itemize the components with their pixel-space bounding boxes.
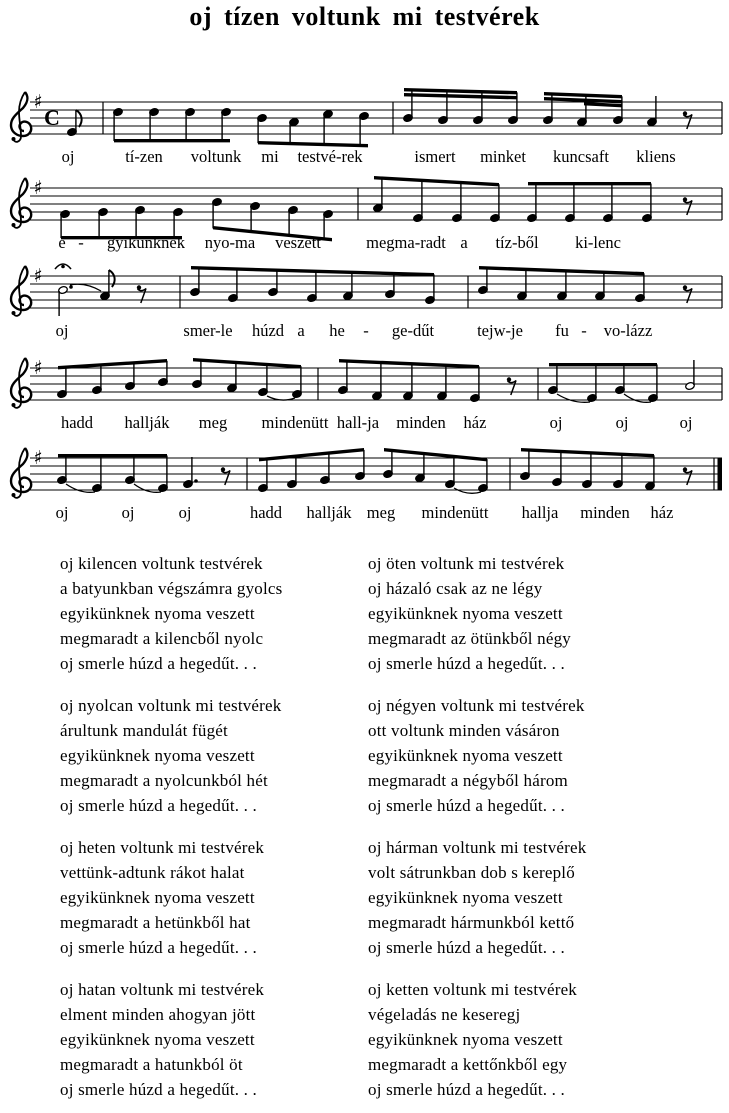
verse-line: megmaradt a hatunkból öt <box>60 1055 243 1074</box>
note <box>425 274 435 304</box>
note <box>228 269 238 303</box>
note <box>520 450 530 481</box>
lyric-syllable: oj <box>549 413 563 432</box>
verse-line: megmaradt hármunkból kettő <box>368 913 575 932</box>
lyric-syllable: hadd <box>60 413 94 432</box>
verse-line: árultunk mandulát fügét <box>60 721 228 740</box>
beam <box>479 266 644 275</box>
augmentation-dot <box>194 479 198 483</box>
note <box>250 202 260 233</box>
beam <box>549 363 657 366</box>
note <box>149 108 159 141</box>
verse-line: megmaradt a nyolcunkból hét <box>60 771 268 790</box>
verse-line: oj házaló csak az ne légy <box>368 579 543 598</box>
verse-line: oj öten voltunk mi testvérek <box>368 554 565 573</box>
note <box>490 184 500 222</box>
lyric-syllable: ház <box>463 413 487 432</box>
staff-1 <box>0 84 729 176</box>
note <box>212 198 222 229</box>
lyric-syllable: mi <box>261 147 279 166</box>
note <box>437 365 447 400</box>
note <box>158 361 168 387</box>
treble-clef-icon <box>11 358 31 408</box>
beam <box>58 454 167 457</box>
lyric-syllable: minden <box>396 413 446 432</box>
verse-line: egyikünknek nyoma veszett <box>368 746 563 765</box>
beam <box>384 448 487 461</box>
treble-clef-icon <box>11 92 31 142</box>
verse-line: oj smerle húzd a hegedűt. . . <box>368 938 565 957</box>
verse-stanza <box>368 551 698 676</box>
note <box>635 273 645 302</box>
lyric-syllable: testvé-rek <box>297 147 363 166</box>
note <box>258 459 268 492</box>
fermata-icon <box>55 264 71 269</box>
lyric-syllable: voltunk <box>190 147 242 166</box>
lyric-syllable: fu <box>555 321 569 340</box>
lyric-syllable: meg <box>198 413 228 432</box>
staff-4 <box>0 350 729 442</box>
note <box>603 184 613 223</box>
note <box>288 206 298 236</box>
note <box>355 450 365 481</box>
lyric-syllable: nyo-ma <box>204 233 256 252</box>
lyric-syllable: e <box>58 233 66 252</box>
key-signature-sharp: ♯ <box>33 177 43 199</box>
beam <box>404 93 517 99</box>
lyric-syllable: minket <box>480 147 526 166</box>
lyric-syllable: ki-lenc <box>575 233 621 252</box>
key-signature-sharp: ♯ <box>33 91 43 113</box>
verse-line: megmaradt az ötünkből négy <box>368 629 571 648</box>
lyric-syllable: hallja <box>521 503 559 522</box>
note <box>221 108 231 141</box>
verse-stanza <box>60 551 368 676</box>
note <box>478 268 488 295</box>
verse-line: ott voltunk minden vásáron <box>368 721 560 740</box>
tie <box>454 488 481 493</box>
note <box>647 96 657 126</box>
lyric-syllable: mindenütt <box>421 503 489 522</box>
note <box>192 360 202 389</box>
verse-line: elment minden ahogyan jött <box>60 1005 256 1024</box>
note <box>323 110 333 145</box>
key-signature-sharp: ♯ <box>33 357 43 379</box>
verse-line: egyikünknek nyoma veszett <box>368 888 563 907</box>
verse-line: oj smerle húzd a hegedűt. . . <box>60 796 257 815</box>
note <box>190 268 200 297</box>
key-signature-sharp: ♯ <box>33 447 43 469</box>
verse-stanza <box>60 693 368 818</box>
lyric-syllable: he <box>329 321 345 340</box>
lyric-syllable: meg <box>366 503 396 522</box>
lyric-syllable: ház <box>650 503 674 522</box>
verses <box>60 551 698 1113</box>
lyric-syllable: húzd <box>251 321 285 340</box>
verse-line: egyikünknek nyoma veszett <box>60 888 255 907</box>
verse-line: egyikünknek nyoma veszett <box>368 604 563 623</box>
lyric-syllable: gyikünknek <box>107 233 185 252</box>
verse-line: oj négyen voltunk mi testvérek <box>368 696 585 715</box>
verse-line: megmaradt a kettőnkből egy <box>368 1055 568 1074</box>
lyric-syllable: ge-dűt <box>391 321 435 340</box>
note <box>57 367 67 398</box>
treble-clef-icon <box>11 178 31 228</box>
lyric-syllable: veszett <box>275 233 321 252</box>
note <box>552 451 562 486</box>
note <box>415 453 425 482</box>
verse-stanza <box>368 835 698 960</box>
note <box>615 365 625 395</box>
treble-clef-icon <box>11 448 31 498</box>
verse-line: volt sátrunkban dob s kereplő <box>368 863 575 882</box>
note <box>359 112 369 146</box>
beam <box>259 448 364 461</box>
verse-line: egyikünknek nyoma veszett <box>60 604 255 623</box>
time-signature: C <box>44 105 60 130</box>
verse-line: oj smerle húzd a hegedűt. . . <box>368 796 565 815</box>
verse-stanza <box>60 835 368 960</box>
note <box>58 285 73 316</box>
staff-2 <box>0 170 729 262</box>
verse-stanza <box>60 977 368 1102</box>
verse-line: oj hatan voltunk mi testvérek <box>60 980 265 999</box>
beam <box>528 182 651 185</box>
verse-line: oj smerle húzd a hegedűt. . . <box>60 1080 257 1099</box>
verse-line: oj smerle húzd a hegedűt. . . <box>60 938 257 957</box>
lyric-syllable: kuncsaft <box>553 147 609 166</box>
verse-line: megmaradt a hetünkből hat <box>60 913 251 932</box>
verse-line: oj nyolcan voltunk mi testvérek <box>60 696 282 715</box>
lyric-syllable: mindenütt <box>261 413 329 432</box>
note <box>685 360 695 390</box>
note <box>125 456 135 485</box>
note <box>645 455 655 490</box>
beam <box>374 176 499 186</box>
beam <box>191 266 434 276</box>
note <box>100 270 115 300</box>
note <box>383 450 393 479</box>
verse-line: oj smerle húzd a hegedűt. . . <box>368 654 565 673</box>
tie <box>557 394 590 402</box>
lyric-syllable: oj <box>55 503 69 522</box>
treble-clef-icon <box>11 266 31 316</box>
verse-line: megmaradt a négyből három <box>368 771 568 790</box>
lyric-syllable: hallják <box>124 413 170 432</box>
note <box>113 108 123 141</box>
note <box>403 363 413 400</box>
beam <box>521 448 654 457</box>
verse-stanza <box>368 977 698 1102</box>
note <box>413 180 423 222</box>
note <box>478 459 488 492</box>
verse-stanza <box>368 693 698 818</box>
note <box>548 365 558 395</box>
verse-line: megmaradt a kilencből nyolc <box>60 629 264 648</box>
verse-line: oj smerle húzd a hegedűt. . . <box>60 654 257 673</box>
note <box>67 110 82 136</box>
note <box>445 456 455 488</box>
tie <box>624 394 651 402</box>
note <box>323 210 333 240</box>
note <box>227 362 237 392</box>
note <box>125 363 135 391</box>
note <box>185 108 195 141</box>
note <box>517 269 527 300</box>
lyric-syllable: a <box>460 233 468 252</box>
tie <box>134 484 161 492</box>
lyric-syllable: - <box>581 321 587 340</box>
note <box>258 364 268 396</box>
note <box>338 361 348 395</box>
lyric-syllable: kliens <box>636 147 676 166</box>
note <box>289 118 299 144</box>
note <box>527 184 537 223</box>
note <box>373 178 383 213</box>
verses-column-left <box>60 551 368 1113</box>
verse-line: egyikünknek nyoma veszett <box>60 746 255 765</box>
lyric-syllable: oj <box>61 147 75 166</box>
tie <box>70 284 101 291</box>
note <box>292 366 302 398</box>
lyric-syllable: - <box>363 321 369 340</box>
lyric-syllable: a <box>297 321 305 340</box>
note <box>92 365 102 394</box>
note <box>287 456 297 488</box>
note <box>557 271 567 301</box>
lyric-syllable: oj <box>55 321 69 340</box>
note <box>257 114 267 144</box>
lyric-syllable: oj <box>178 503 192 522</box>
note <box>642 184 652 223</box>
verse-line: egyikünknek nyoma veszett <box>368 1030 563 1049</box>
beam <box>404 88 517 94</box>
lyric-syllable: megma-radt <box>366 233 446 252</box>
lyric-syllable: tejw-je <box>477 321 523 340</box>
verse-line: oj heten voltunk mi testvérek <box>60 838 265 857</box>
note <box>385 273 395 298</box>
verse-line: vettünk-adtunk rákot halat <box>60 863 245 882</box>
lyric-syllable: ismert <box>414 147 456 166</box>
verse-line: oj smerle húzd a hegedűt. . . <box>368 1080 565 1099</box>
verse-line: a batyunkban végszámra gyolcs <box>60 579 283 598</box>
tie <box>66 484 95 492</box>
verse-line: oj kilencen voltunk testvérek <box>60 554 263 573</box>
lyric-syllable: smer-le <box>183 321 233 340</box>
lyric-syllable: hallják <box>306 503 352 522</box>
beam <box>114 139 230 142</box>
lyric-syllable: - <box>78 233 84 252</box>
note <box>183 457 198 488</box>
note <box>565 184 575 223</box>
beam <box>193 358 301 368</box>
verse-line: végeladás ne keseregj <box>368 1005 521 1024</box>
song-title: oj tízen voltunk mi testvérek <box>189 2 540 31</box>
lyric-syllable: minden <box>580 503 630 522</box>
note <box>613 454 623 489</box>
lyric-syllable: oj <box>121 503 135 522</box>
lyric-syllable: hadd <box>249 503 283 522</box>
lyric-syllable: tí-zen <box>125 147 163 166</box>
lyric-syllable: vo-lázz <box>603 321 653 340</box>
beam <box>544 92 622 98</box>
note <box>57 456 67 485</box>
lyric-syllable: oj <box>615 413 629 432</box>
verse-line: oj hárman voltunk mi testvérek <box>368 838 587 857</box>
note <box>268 270 278 297</box>
verse-line: egyikünknek nyoma veszett <box>60 1030 255 1049</box>
lyric-syllable: tíz-ből <box>495 233 539 252</box>
staff-3 <box>0 258 729 350</box>
final-barline-thick <box>718 458 723 490</box>
lyric-syllable: hall-ja <box>336 413 380 432</box>
beam <box>339 359 479 368</box>
verse-line: oj ketten voltunk mi testvérek <box>368 980 578 999</box>
key-signature-sharp: ♯ <box>33 265 43 287</box>
lyric-syllable: oj <box>679 413 693 432</box>
augmentation-dot <box>69 285 73 289</box>
staff-5 <box>0 440 729 532</box>
verses-column-right <box>368 551 698 1113</box>
